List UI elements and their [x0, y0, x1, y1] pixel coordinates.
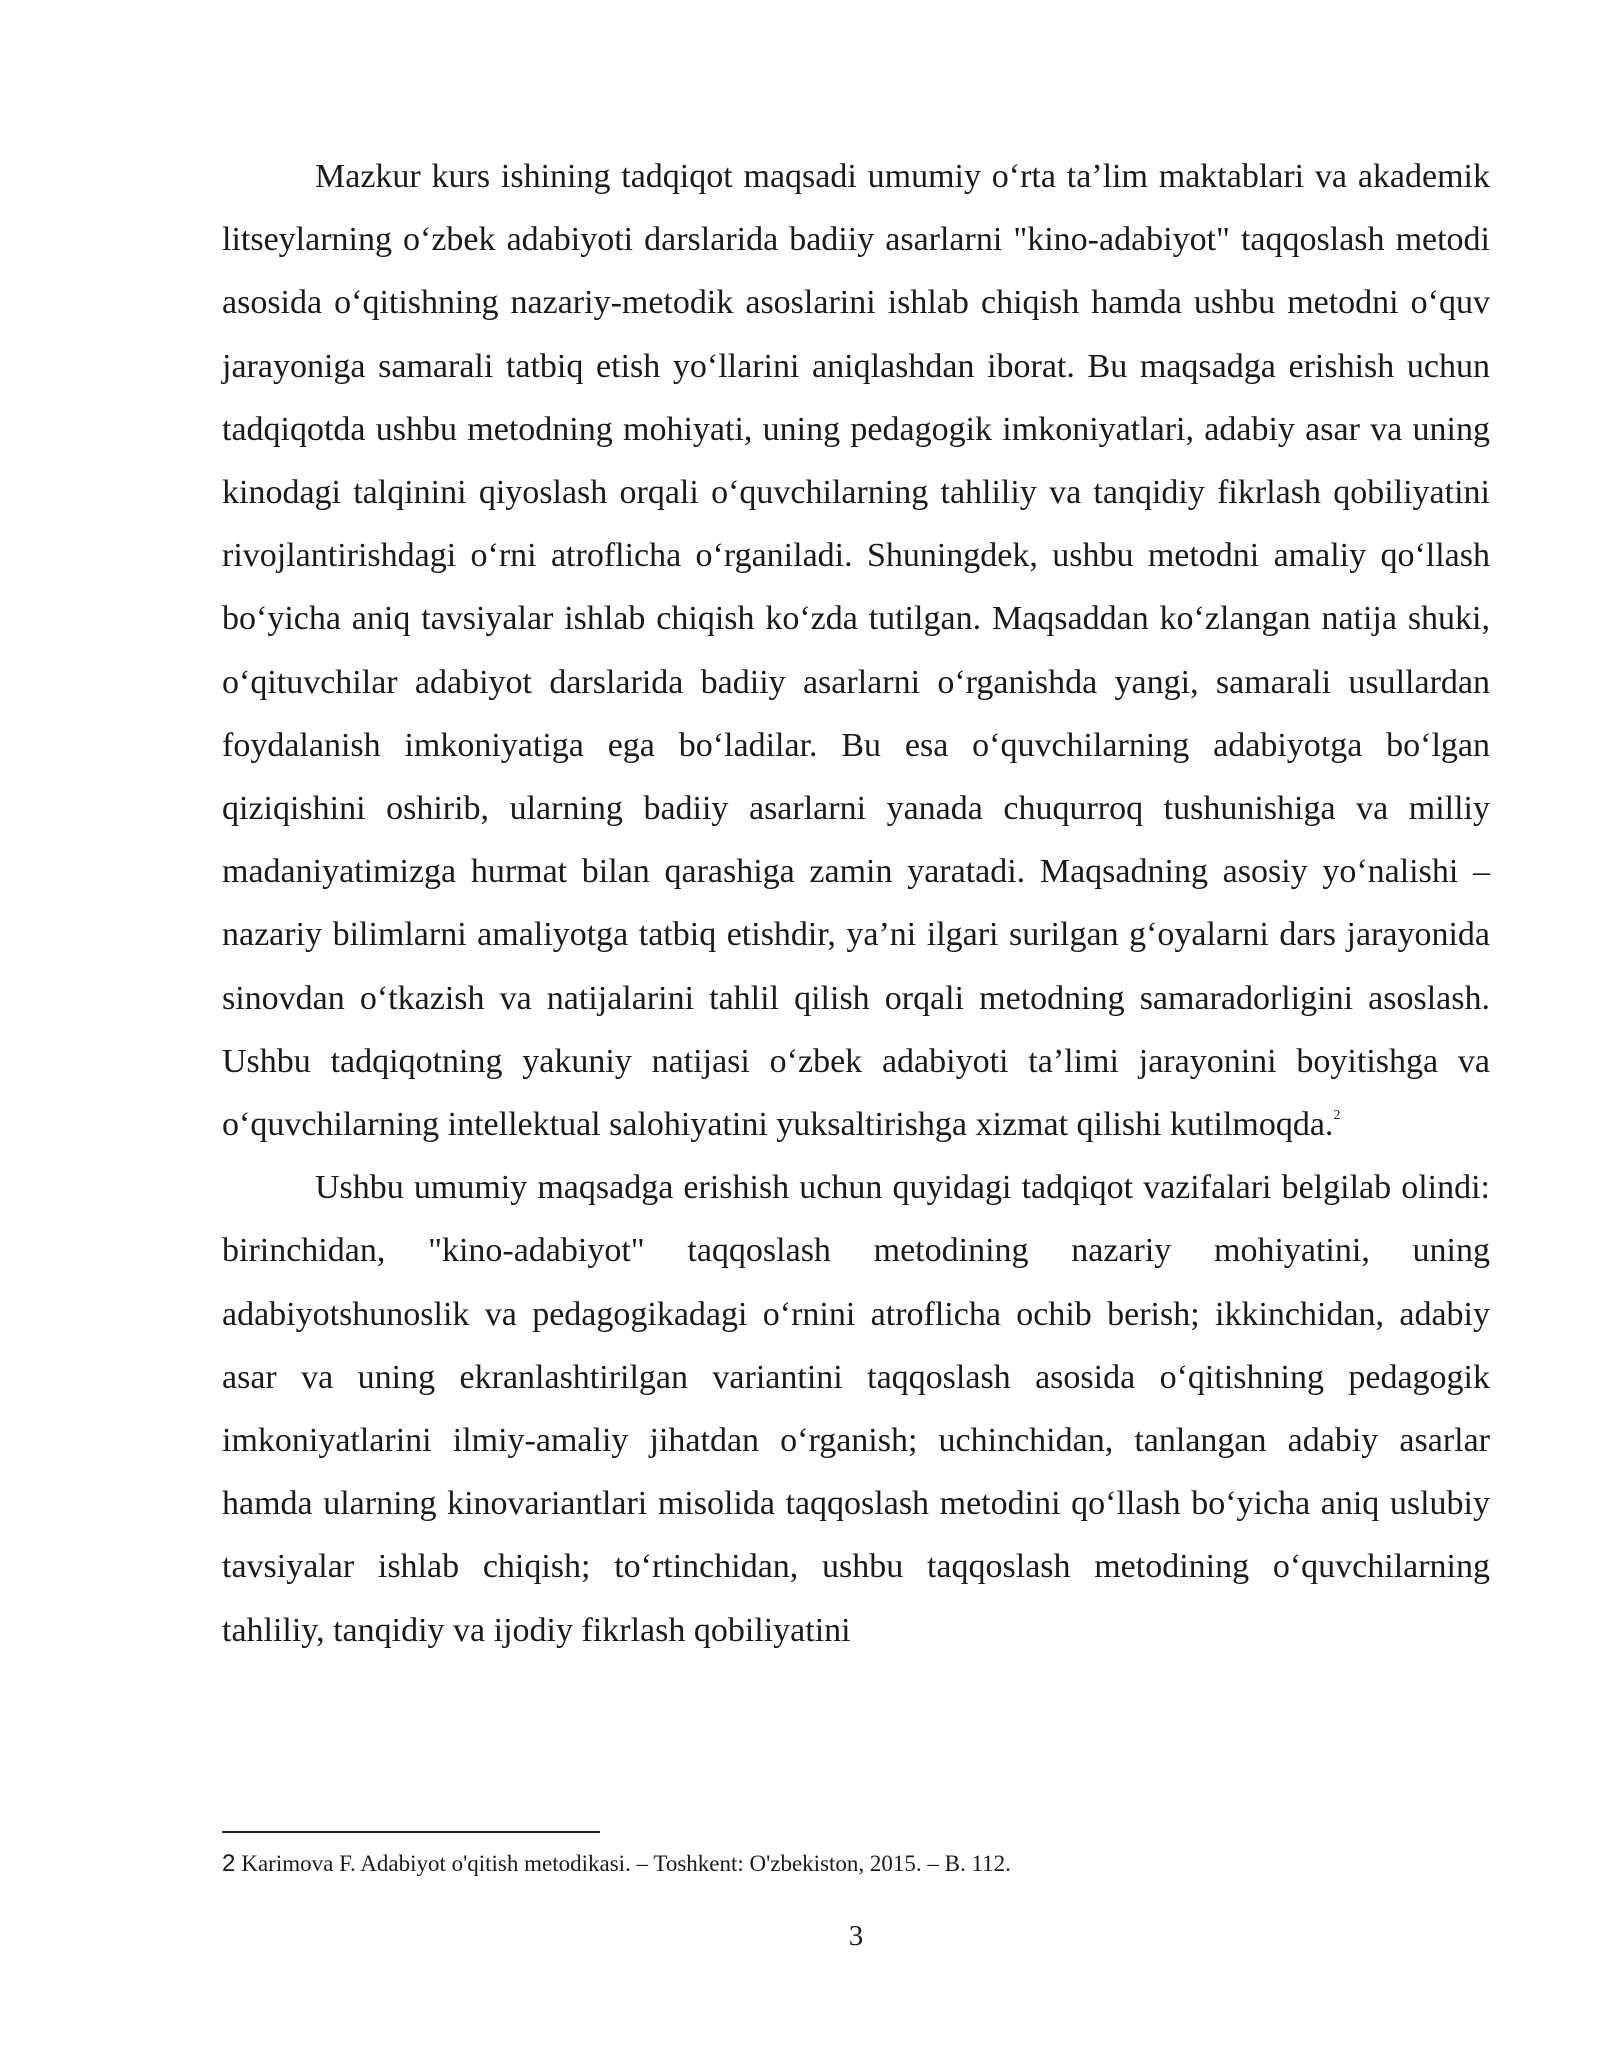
- footnote-separator: [222, 1831, 600, 1833]
- page-number: 3: [848, 1920, 864, 1952]
- footnote-reference[interactable]: 2: [1333, 1108, 1341, 1124]
- body-text: [222, 145, 1490, 1662]
- paragraph-text: Mazkur kurs ishining tadqiqot maqsadi umumiy o‘rta ta’lim maktablari va akademik litseylarning o‘zbek adabiyoti darslarida badiiy asarlarni "kino-adabiyot" taqqoslash metodi asosida o‘qitishning nazariy-metodik asoslarini ishlab chiqish hamda ushbu metodni o‘quv jarayoniga samarali tatbiq etish yo‘llarini aniqlashdan iborat. Bu maqsadga erishish uchun tadqiqotda ushbu metodning mohiyati, uning pedagogik imkoniyatlari, adabiy asar va uning kinodagi talqinini qiyoslash orqali o‘quvchilarning tahliliy va tanqidiy fikrlash qobiliyatini rivojlantirishdagi o‘rni atroflicha o‘rganiladi. Shuningdek, ushbu metodni amaliy qo‘llash bo‘yicha aniq tavsiyalar ishlab chiqish ko‘zda tutilgan. Maqsaddan ko‘zlangan natija shuki, o‘qituvchilar adabiyot darslarida badiiy asarlarni o‘rganishda yangi, samarali usullardan foydalanish imkoniyatiga ega bo‘ladilar. Bu esa o‘quvchilarning adabiyotga bo‘lgan qiziqishini oshirib, ularning badiiy asarlarni yanada chuqurroq tushunishiga va milliy madaniyatimizga hurmat bilan qarashiga zamin yaratadi. Maqsadning asosiy yo‘nalishi – nazariy bilimlarni amaliyotga tatbiq etishdir, ya’ni ilgari surilgan g‘oyalarni dars jarayonida sinovdan o‘tkazish va natijalarini tahlil qilish orqali metodning samaradorligini asoslash. Ushbu tadqiqotning yakuniy natijasi o‘zbek adabiyoti ta’limi jarayonini boyitishga va o‘quvchilarning intellektual salohiyatini yuksaltirishga xizmat qilishi kutilmoqda.: [222, 158, 1490, 1144]
- paragraph-tasks: [222, 1156, 1490, 1662]
- paragraph-purpose: [222, 145, 1490, 1156]
- paragraph-text: Ushbu umumiy maqsadga erishish uchun quyidagi tadqiqot vazifalari belgilab olindi: birinchidan, "kino-adabiyot" taqqoslash metodining nazariy mohiyatini, uning adabiyotshunoslik va pedagogikadagi o‘rnini atroflicha ochib berish; ikkinchidan, adabiy asar va uning ekranlashtirilgan variantini taqqoslash asosida o‘qitishning pedagogik imkoniyatlarini ilmiy-amaliy jihatdan o‘rganish; uchinchidan, tanlangan adabiy asarlar hamda ularning kinovariantlari misolida taqqoslash metodini qo‘llash bo‘yicha aniq uslubiy tavsiyalar ishlab chiqish; to‘rtinchidan, ushbu taqqoslash metodining o‘quvchilarning tahliliy, tanqidiy va ijodiy fikrlash qobiliyatini: [222, 1169, 1490, 1649]
- footnote-text: Karimova F. Adabiyot o'qitish metodikasi. – Toshkent: O'zbekiston, 2015. – B. 112.: [241, 1851, 1011, 1876]
- footnote-number: 2: [222, 1850, 236, 1877]
- footnote: [222, 1848, 1490, 1880]
